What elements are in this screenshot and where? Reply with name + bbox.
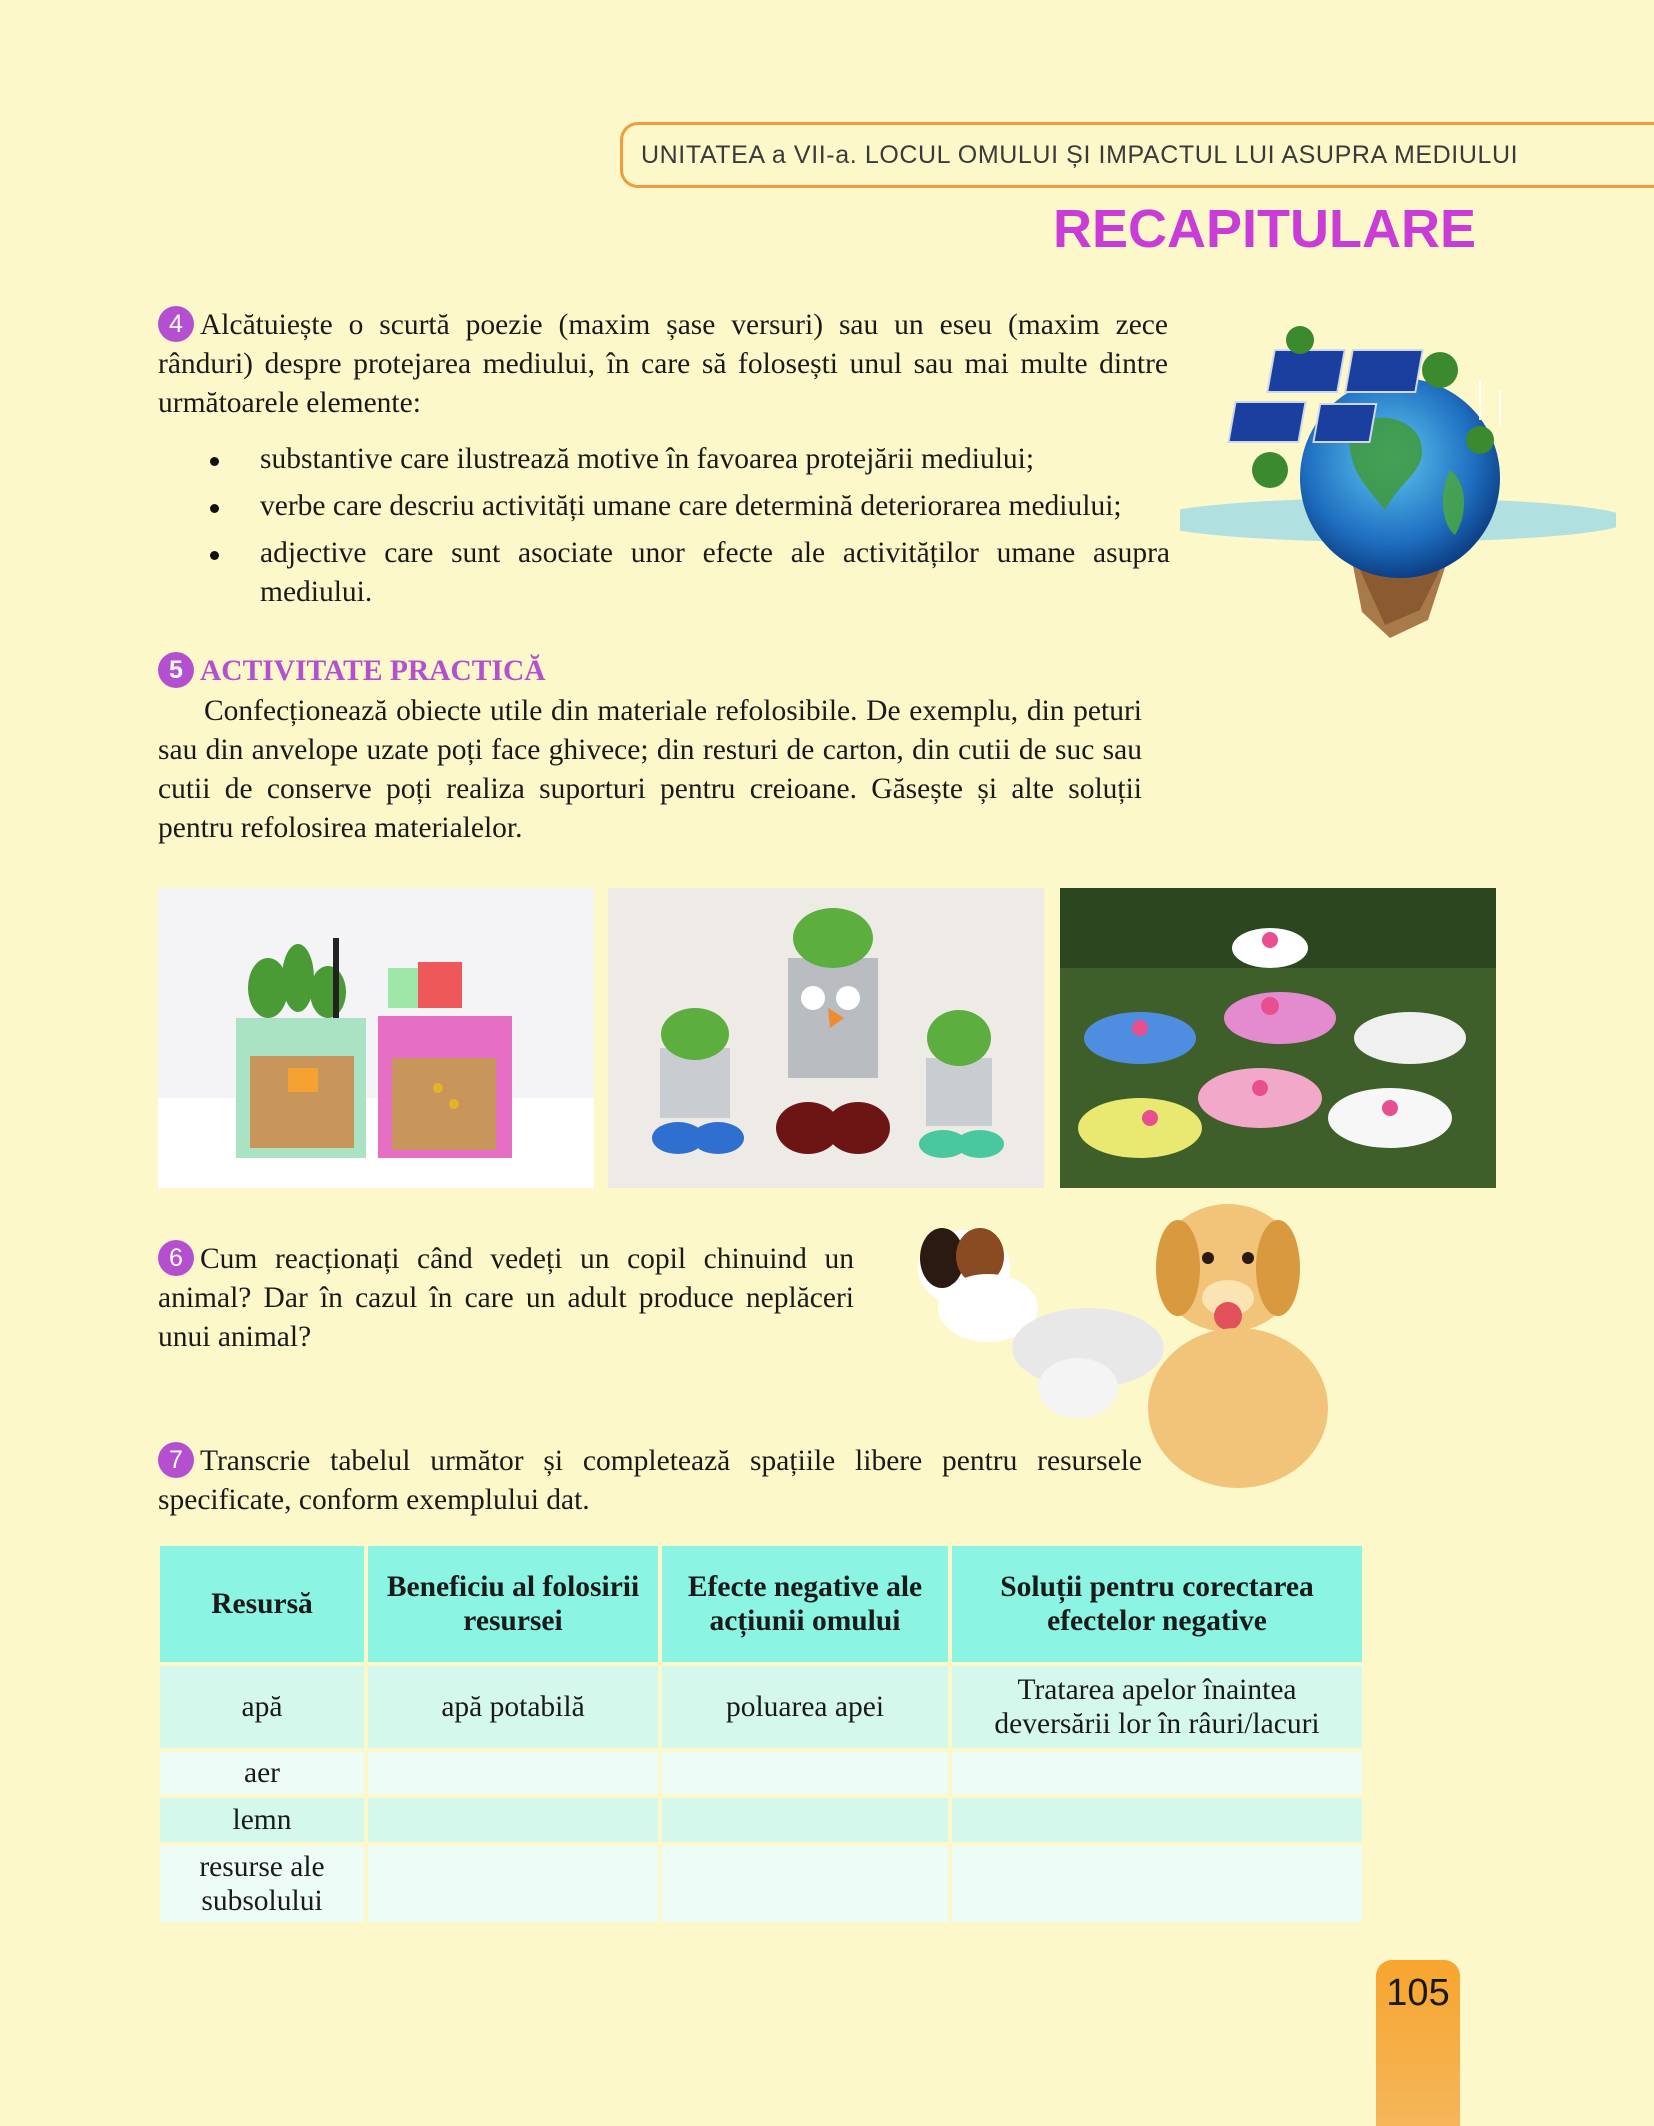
- table-row: [160, 1844, 1362, 1922]
- bullet-item: verbe care descriu activități umane care determină deteriorarea mediului;: [204, 487, 1170, 526]
- bullet-item: adjective care sunt asociate unor efecte ale activităților umane asupra mediului.: [204, 534, 1170, 612]
- question-number: 7: [158, 1442, 194, 1478]
- globe-solar-illustration: [1180, 320, 1616, 650]
- column-header: Beneficiu al folosirii resursei: [366, 1546, 660, 1664]
- question-7: [158, 1442, 1142, 1520]
- table-cell: apă potabilă: [366, 1664, 660, 1750]
- tin-can-planters-photo: [608, 888, 1044, 1188]
- table-row: [160, 1664, 1362, 1750]
- question-6: [158, 1240, 854, 1357]
- column-header: Efecte negative ale acțiunii omului: [660, 1546, 950, 1664]
- question-7-text: Transcrie tabelul următor și completează spațiile libere pentru resursele specificate, conform exemplului dat.: [158, 1445, 1142, 1516]
- column-header: Soluții pentru corectarea efectelor negative: [950, 1546, 1362, 1664]
- table-row: [160, 1750, 1362, 1796]
- pencil-holder-photo: [158, 888, 594, 1188]
- table-cell: lemn: [160, 1796, 366, 1844]
- table-cell: aer: [160, 1750, 366, 1796]
- unit-title: UNITATEA a VII-a. LOCUL OMULUI ȘI IMPACTUL LUI ASUPRA MEDIULUI: [641, 141, 1519, 169]
- table-row: [160, 1796, 1362, 1844]
- question-6-text: Cum reacționați când vedeți un copil chinuind un animal? Dar în cazul în care un adult produce neplăceri unui animal?: [158, 1243, 854, 1353]
- table-cell: [366, 1750, 660, 1796]
- question-4-text: Alcătuiește o scurtă poezie (maxim șase versuri) sau un eseu (maxim zece rânduri) despre protejarea mediului, în care să folosești unul sau mai multe dintre următoarele elemente:: [158, 309, 1168, 419]
- table-cell: [950, 1844, 1362, 1922]
- table-cell: Tratarea apelor înaintea deversării lor în râuri/lacuri: [950, 1664, 1362, 1750]
- question-number: 5: [158, 652, 194, 688]
- table-header-row: [160, 1546, 1362, 1664]
- unit-header: [620, 122, 1654, 188]
- table-cell: [366, 1844, 660, 1922]
- question-number: 6: [158, 1240, 194, 1276]
- column-header: Resursă: [160, 1546, 366, 1664]
- bullet-item: substantive care ilustrează motive în favoarea protejării mediului;: [204, 440, 1170, 479]
- table-cell: [660, 1796, 950, 1844]
- tire-planters-photo: [1060, 888, 1496, 1188]
- table-cell: resurse ale subsolului: [160, 1844, 366, 1922]
- table-cell: apă: [160, 1664, 366, 1750]
- question-4-bullets: [204, 440, 1170, 620]
- section-title: RECAPITULARE: [1052, 199, 1476, 259]
- table-cell: poluarea apei: [660, 1664, 950, 1750]
- question-5-text: Confecționează obiecte utile din materiale refolosibile. De exemplu, din peturi sau din anvelope uzate poți face ghivece; din resturi de carton, din cutii de suc sau cutii de conserve poți realiza suporturi pentru creioane. Găsește și alte soluții pentru refolosirea materialelor.: [158, 695, 1142, 844]
- table-cell: [950, 1796, 1362, 1844]
- table-cell: [660, 1750, 950, 1796]
- page-number: 105: [1386, 1972, 1450, 2014]
- table-cell: [950, 1750, 1362, 1796]
- activity-title: ACTIVITATE PRACTICĂ: [200, 655, 546, 687]
- question-number: 4: [158, 306, 194, 342]
- question-5-title: [158, 652, 546, 688]
- table-cell: [366, 1796, 660, 1844]
- question-4: [158, 306, 1168, 423]
- resources-table: [160, 1546, 1362, 1922]
- table-cell: [660, 1844, 950, 1922]
